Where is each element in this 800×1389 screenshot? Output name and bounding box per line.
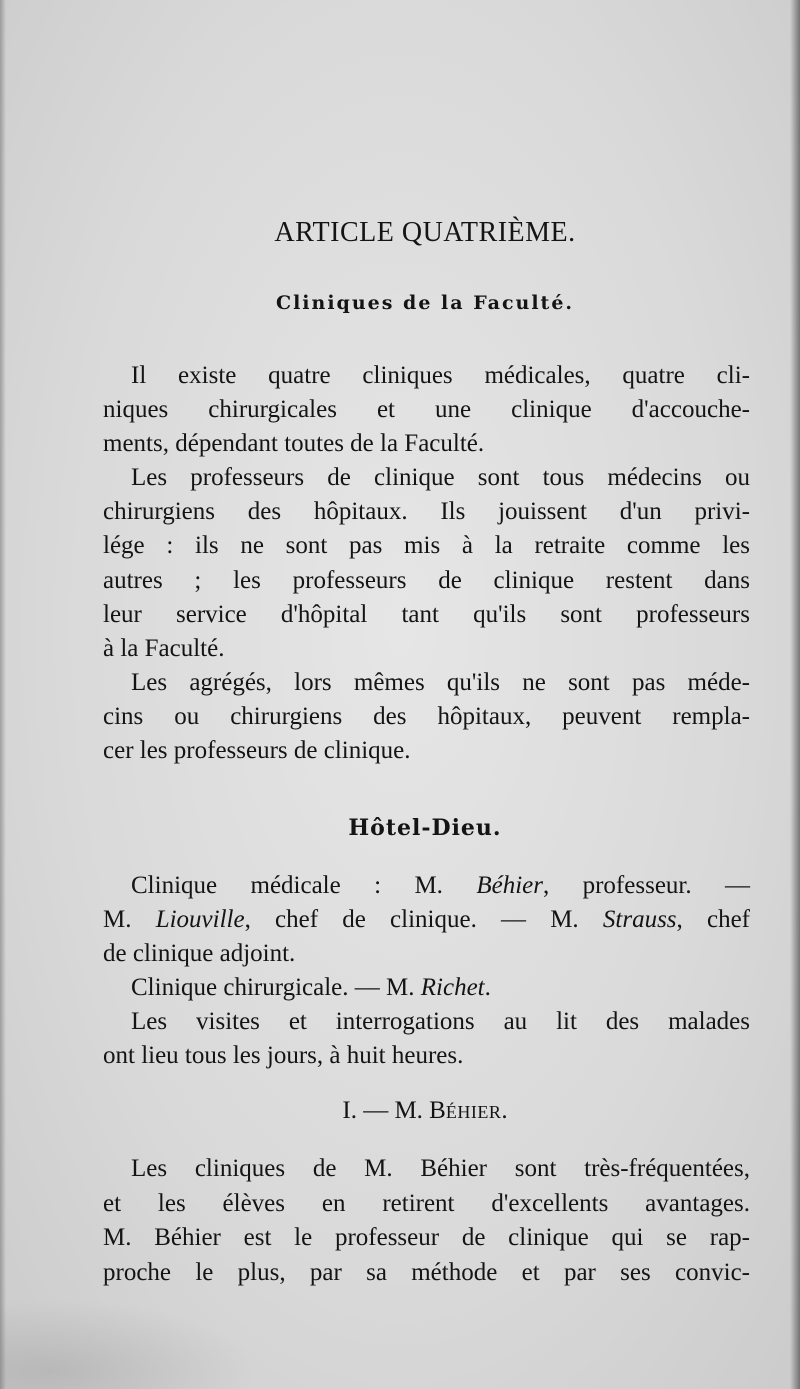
paragraph-line: ont lieu tous les jours, à huit heures. [103,1042,464,1069]
paragraph-line: niques chirurgicales et une clinique d'accouche- [103,396,750,423]
paragraph-line: Les cliniques de M. Béhier sont très-fréquentées, [131,1155,750,1182]
text-run: I. — M. B [342,1097,446,1124]
paragraph-line: proche le plus, par sa méthode et par ses convic- [103,1259,750,1286]
paragraph-line: Les professeurs de clinique sont tous médecins ou [131,464,750,491]
surgeon-name: Richet [420,974,485,1001]
paragraph-line: autres ; les professeurs de clinique restent dans [103,567,750,594]
paragraph-line: cer les professeurs de clinique. [103,737,411,764]
text-run: . [501,1097,508,1124]
text-run: Clinique chirurgicale. — M. [131,974,421,1001]
text-run: , professeur. — [542,872,750,899]
paragraph-line [103,903,750,937]
paragraph-line: à la Faculté. [103,635,225,662]
text-run: M. [103,906,156,933]
page-edge-shadow-left [0,0,6,1389]
paragraph-line: leur service d'hôpital tant qu'ils sont professeurs [103,601,750,628]
text-run: , chef de clinique. — M. [244,906,603,933]
paragraph-line: de clinique adjoint. [103,940,296,967]
text-run: . [484,974,491,1001]
paragraph-line: cins ou chirurgiens des hôpitaux, peuvent rempla- [103,703,750,730]
professor-name: Béhier [476,872,543,899]
text-run: Clinique médicale : M. [131,872,477,899]
paragraph-line [131,971,750,1005]
paragraph-line: M. Béhier est le professeur de clinique qui se rap- [103,1224,750,1251]
section-heading-cliniques: Cliniques de la Faculté. [275,292,575,314]
paragraph-line: et les élèves en retirent d'excellents avantages. [103,1190,750,1217]
paragraph-line: chirurgiens des hôpitaux. Ils jouissent d'un privi- [103,498,750,525]
page-edge-shadow-right [790,0,800,1389]
paper-stain [0,1299,260,1389]
paragraph-line: Les agrégés, lors mêmes qu'ils ne sont pas méde- [131,669,750,696]
smallcaps-run: ÉHIER [445,1102,502,1122]
subsection-heading [100,1097,750,1125]
paragraph-line: ments, dépendant toutes de la Faculté. [103,430,485,457]
assistant-name: Strauss [602,906,677,933]
text-run: , chef [676,906,750,933]
chief-name: Liouville [155,906,245,933]
paragraph-line: Les visites et interrogations au lit des malades [131,1008,750,1035]
paragraph-line: lége : ils ne sont pas mis à la retraite comme les [103,532,750,559]
paragraph-line: Il existe quatre cliniques médicales, quatre cli- [131,362,750,389]
paragraph-line [131,869,750,903]
article-title: ARTICLE QUATRIÈME. [274,217,576,248]
section-heading-hotel-dieu: Hôtel-Dieu. [348,815,502,841]
